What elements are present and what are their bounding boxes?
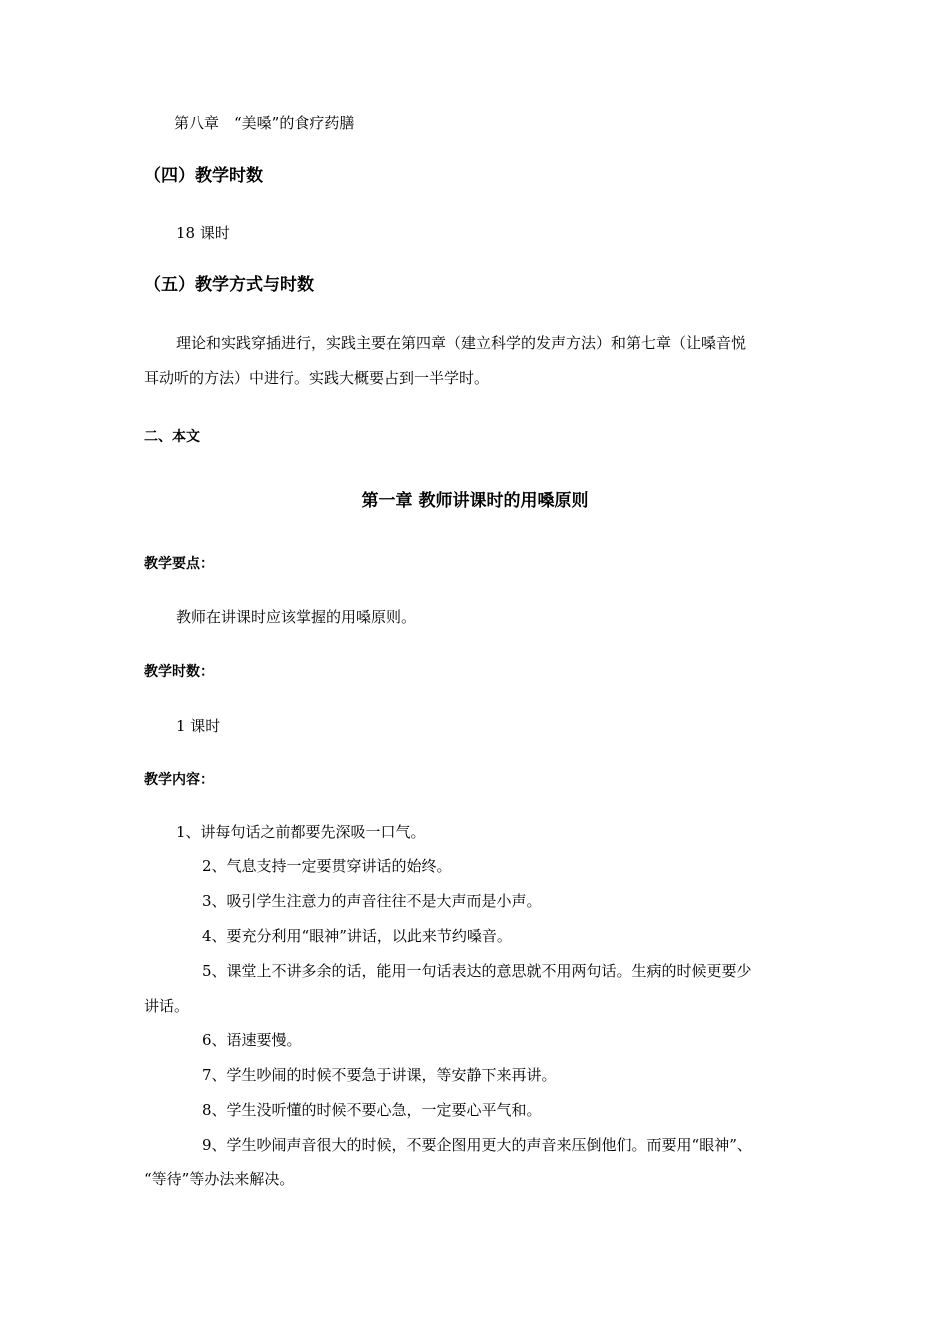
content-item-8: 8、学生没听懂的时候不要心急，一定要心平气和。	[202, 1101, 542, 1119]
content-item-7: 7、学生吵闹的时候不要急于讲课，等安静下来再讲。	[202, 1066, 557, 1084]
content-item-2: 2、气息支持一定要贯穿讲话的始终。	[202, 857, 452, 875]
content-item-5-line2: 讲话。	[144, 997, 190, 1015]
chapter1-title: 第一章 教师讲课时的用嗓原则	[361, 491, 589, 511]
key-points-label: 教学要点：	[144, 556, 214, 572]
content-item-9-line1: 9、学生吵闹声音很大的时候，不要企图用更大的声音来压倒他们。而要用“眼神”、	[202, 1136, 752, 1154]
content-item-9-line2: “等待”等办法来解决。	[144, 1170, 295, 1188]
hours-label: 教学时数：	[144, 664, 214, 680]
content-item-6: 6、语速要慢。	[202, 1031, 302, 1049]
section4-text: 18 课时	[176, 224, 230, 242]
key-points-text: 教师在讲课时应该掌握的用嗓原则。	[176, 608, 417, 626]
content-item-5-line1: 5、课堂上不讲多余的话，能用一句话表达的意思就不用两句话。生病的时候更要少	[202, 962, 752, 980]
section5-paragraph-line1: 理论和实践穿插进行，实践主要在第四章（建立科学的发声方法）和第七章（让嗓音悦	[176, 334, 747, 352]
content-item-1: 1、讲每句话之前都要先深吸一口气。	[176, 823, 426, 841]
section5-heading: （五）教学方式与时数	[144, 275, 314, 295]
content-item-3: 3、吸引学生注意力的声音往往不是大声而是小声。	[202, 892, 542, 910]
chapter8-line: 第八章 “美嗓”的食疗药膳	[174, 114, 355, 132]
hours-text: 1 课时	[176, 717, 221, 735]
section4-heading: （四）教学时数	[144, 166, 263, 186]
content-item-4: 4、要充分利用“眼神”讲话，以此来节约嗓音。	[202, 927, 512, 945]
content-label: 教学内容：	[144, 772, 214, 788]
section5-paragraph-line2: 耳动听的方法）中进行。实践大概要占到一半学时。	[144, 369, 490, 387]
part2-heading: 二、本文	[144, 429, 200, 445]
